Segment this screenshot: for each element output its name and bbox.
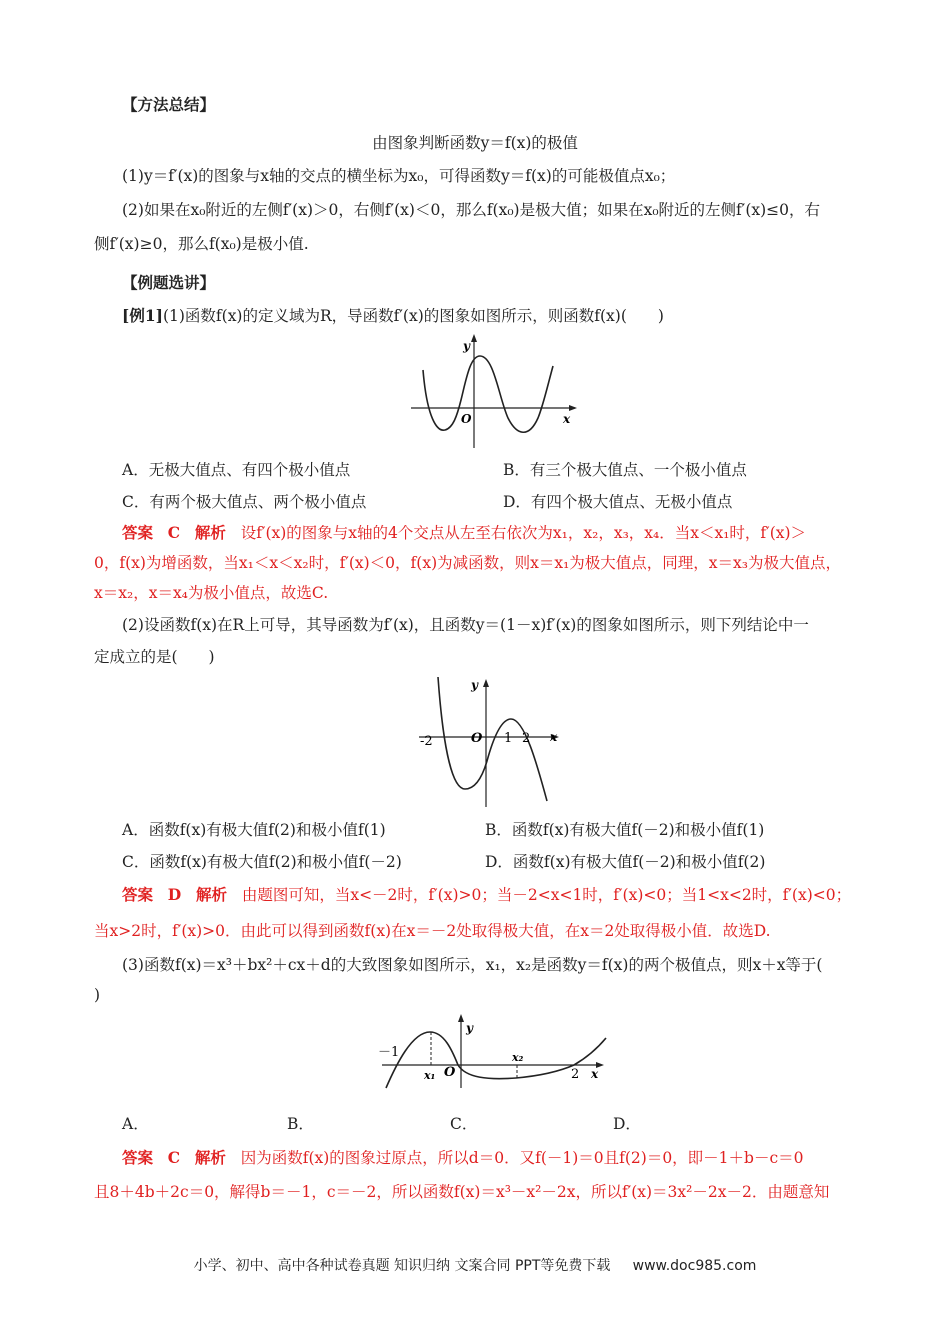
ex1-label: [例1] (122, 306, 163, 325)
ex3-y-label: y (466, 1021, 473, 1035)
ex3-analysis-text-1: 因为函数f(x)的图象过原点，所以d＝0．又f(－1)＝0且f(2)＝0，即－1＋b－c＝0 (240, 1149, 804, 1167)
ex2-option-d: D．函数f(x)有极大值f(－2)和极小值f(2) (485, 853, 766, 871)
ex3-label-minus-1: －1 (378, 1045, 400, 1060)
ex2-answer-label: 答案 (122, 885, 154, 904)
ex1-answer-label: 答案 (122, 523, 154, 542)
ex3-answer-line-1 (122, 1147, 804, 1169)
ex1-option-c: C．有两个极大值点、两个极小值点 (122, 493, 367, 511)
ex3-question-line-1: (3)函数f(x)＝x³＋bx²＋cx＋d的大致图象如图所示，x₁，x₂是函数y＝f(x)的两个极值点，则x＋x等于( (122, 956, 823, 974)
examples-heading: 【例题选讲】 (122, 273, 216, 292)
ex2-question-line-1: (2)设函数f(x)在R上可导，其导函数为f′(x)，且函数y＝(1－x)f′(x)的图象如图所示，则下列结论中一 (122, 616, 809, 634)
footer-site-link[interactable]: www.doc985.com (632, 1258, 757, 1274)
ex2-x-label: x (550, 730, 558, 744)
ex1-option-a: A．无极大值点、有四个极小值点 (122, 461, 351, 479)
ex3-option-c: C． (450, 1115, 478, 1133)
ex3-graph (378, 1010, 610, 1090)
ex2-analysis-label: 解析 (196, 885, 228, 904)
ex1-answer-line-1 (122, 522, 806, 544)
ex3-question-line-2: ) (94, 986, 101, 1004)
footer-text: 小学、初中、高中各种试卷真题 知识归纳 文案合同 PPT等免费下载 (193, 1258, 611, 1274)
ex1-answer: C (167, 523, 181, 542)
ex2-option-b: B．函数f(x)有极大值f(－2)和极小值f(1) (485, 821, 765, 839)
ex2-label-minus-2: -2 (420, 734, 433, 749)
ex2-question-line-2: 定成立的是( ) (94, 648, 215, 666)
ex1-y-label: y (463, 339, 470, 353)
ex1-analysis-label: 解析 (194, 523, 226, 542)
ex1-x-label: x (563, 412, 571, 426)
ex2-option-c: C．函数f(x)有极大值f(2)和极小值f(－2) (122, 853, 402, 871)
ex2-option-a: A．函数f(x)有极大值f(2)和极小值f(1) (122, 821, 386, 839)
ex1-analysis-line-3: x＝x₂，x＝x₄为极小值点，故选C. (94, 584, 329, 602)
ex2-origin-label: O (471, 731, 483, 746)
ex1-question (122, 305, 664, 327)
page-footer (0, 1255, 950, 1275)
ex2-y-arrow (483, 679, 489, 687)
ex1-option-b: B．有三个极大值点、一个极小值点 (503, 461, 747, 479)
ex1-curve (423, 356, 553, 432)
ex3-answer-label: 答案 (122, 1148, 154, 1167)
ex1-origin-label: O (461, 412, 472, 426)
ex3-x-label: x (591, 1067, 599, 1081)
method-point-2-line-1: (2)如果在x₀附近的左侧f′(x)＞0，右侧f′(x)＜0，那么f(x₀)是极大值；如果在x₀附近的左侧f′(x)≤0，右 (122, 201, 821, 219)
method-point-1: (1)y＝f′(x)的图象与x轴的交点的横坐标为x₀，可得函数y＝f(x)的可能极值点x₀； (122, 167, 676, 185)
method-point-2-line-2: 侧f′(x)≥0，那么f(x₀)是极小值. (94, 235, 309, 253)
ex3-label-x2: x₂ (512, 1051, 524, 1064)
ex3-analysis-label: 解析 (194, 1148, 226, 1167)
ex3-analysis-line-2: 且8＋4b＋2c＝0，解得b＝－1，c＝－2，所以函数f(x)＝x³－x²－2x，所以f′(x)＝3x²－2x－2．由题意知 (94, 1183, 830, 1201)
ex2-curve (438, 677, 547, 801)
ex2-y-label: y (471, 678, 478, 692)
ex1-y-arrow (471, 334, 477, 342)
ex3-label-x1: x₁ (424, 1069, 436, 1082)
method-summary-title: 由图象判断函数y＝f(x)的极值 (372, 134, 578, 152)
ex3-option-b: B． (287, 1115, 314, 1133)
ex3-y-arrow (458, 1014, 464, 1022)
ex3-answer: C (167, 1148, 181, 1167)
ex2-answer-line-1 (122, 884, 851, 906)
ex3-origin-label: O (444, 1065, 456, 1080)
ex3-label-2: 2 (571, 1067, 580, 1082)
ex2-graph (415, 673, 570, 809)
ex3-option-d: D． (613, 1115, 641, 1133)
ex2-label-1: 1 (504, 731, 513, 746)
ex2-answer: D (167, 885, 182, 904)
ex1-analysis-line-2: 0，f(x)为增函数，当x₁＜x＜x₂时，f′(x)＜0，f(x)为减函数，则x＝x₁为极大值点，同理，x＝x₃为极大值点， (94, 554, 842, 572)
ex1-x-arrow (569, 405, 577, 411)
ex1-analysis-text-1: 设f′(x)的图象与x轴的4个交点从左至右依次为x₁，x₂，x₃，x₄．当x＜x₁时，f′(x)＞ (240, 524, 807, 542)
ex3-option-a: A． (122, 1115, 149, 1133)
ex2-label-2: 2 (522, 731, 531, 746)
method-summary-heading: 【方法总结】 (122, 95, 216, 114)
ex2-analysis-line-2: 当x>2时，f′(x)>0．由此可以得到函数f(x)在x＝－2处取得极大值，在x＝2处取得极小值．故选D. (94, 922, 771, 940)
ex1-question-text: (1)函数f(x)的定义域为R，导函数f′(x)的图象如图所示，则函数f(x)( ) (162, 307, 664, 325)
ex2-analysis-text-1: 由题图可知，当x<－2时，f′(x)>0；当－2<x<1时，f′(x)<0；当1<x<2时，f′(x)<0； (241, 886, 852, 904)
ex1-graph (405, 328, 585, 450)
ex1-option-d: D．有四个极大值点、无极小值点 (503, 493, 733, 511)
